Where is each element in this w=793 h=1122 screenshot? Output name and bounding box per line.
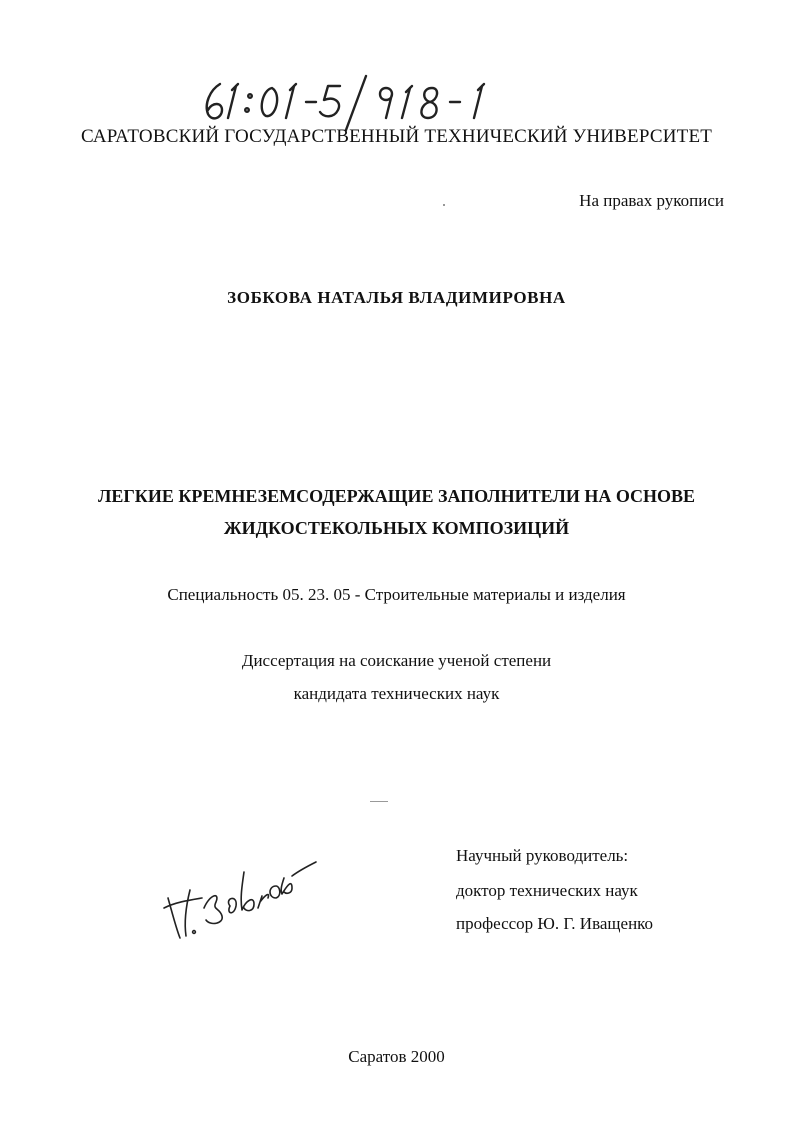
signature-drawing	[150, 836, 320, 946]
catalog-number-handwritten	[196, 72, 516, 132]
university-name: САРАТОВСКИЙ ГОСУДАРСТВЕННЫЙ ТЕХНИЧЕСКИЙ УНИВЕРСИТЕТ	[80, 126, 713, 147]
catalog-number-drawing	[196, 72, 516, 132]
author-name: ЗОБКОВА НАТАЛЬЯ ВЛАДИМИРОВНА	[227, 288, 566, 307]
author-signature	[150, 836, 320, 946]
manuscript-rights-note: На правах рукописи	[579, 191, 724, 210]
dissertation-title-line-1: ЛЕГКИЕ КРЕМНЕЗЕМСОДЕРЖАЩИЕ ЗАПОЛНИТЕЛИ НА ОСНОВЕ	[97, 486, 696, 506]
supervisor-label: Научный руководитель:	[456, 846, 629, 865]
degree-line-2: кандидата технических наук	[293, 684, 500, 703]
supervisor-degree: доктор технических наук	[456, 881, 638, 900]
specialty-line: Специальность 05. 23. 05 - Строительные материалы и изделия	[167, 585, 626, 604]
dissertation-title-line-2: ЖИДКОСТЕКОЛЬНЫХ КОМПОЗИЦИЙ	[223, 518, 570, 538]
degree-line-1: Диссертация на соискание ученой степени	[241, 651, 552, 670]
scan-dash-mark	[370, 801, 388, 802]
supervisor-name: профессор Ю. Г. Иващенко	[456, 914, 654, 933]
city-and-year: Саратов 2000	[348, 1047, 445, 1066]
scan-speck	[443, 204, 445, 206]
